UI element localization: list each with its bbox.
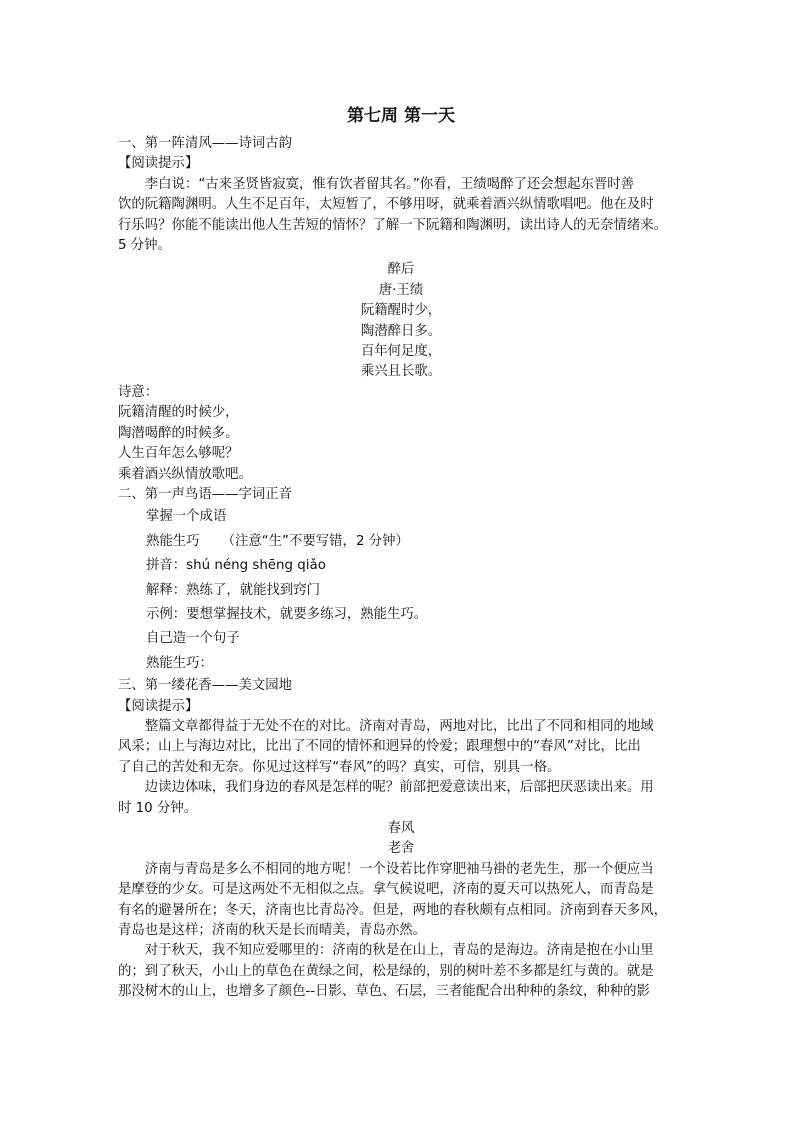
meaning-line: 陶潜喝醉的时候多。 bbox=[118, 425, 239, 441]
poem-author: 唐·王绩 bbox=[378, 282, 424, 298]
article-author: 老舍 bbox=[387, 841, 415, 857]
section-1-tip-line: 饮的阮籍陶渊明。人生不足百年，太短暂了，不够用呀，就乘着酒兴纵情歌唱吧。他在及时 bbox=[118, 197, 654, 213]
article-line: 的；到了秋天，小山上的草色在黄绿之间，松是绿的，别的树叶差不多都是红与黄的。就是 bbox=[118, 963, 654, 979]
make-sentence-answer: 熟能生巧： bbox=[146, 655, 213, 671]
article-title: 春风 bbox=[387, 821, 415, 836]
master-idiom-label: 掌握一个成语 bbox=[146, 509, 227, 525]
idiom-note: （注意“生”不要写错，2 分钟） bbox=[221, 533, 409, 549]
poem-line: 乘兴且长歌。 bbox=[360, 364, 442, 380]
meaning-line: 乘着酒兴纵情放歌吧。 bbox=[118, 466, 252, 482]
section-3-tip-line: 了自己的苦处和无奈。你见过这样写“春风”的吗？真实，可信，别具一格。 bbox=[118, 759, 561, 775]
section-2-heading: 二、第一声鸟语——字词正音 bbox=[118, 486, 293, 502]
section-3-tip-line: 整篇文章都得益于无处不在的对比。济南对青岛，两地对比，比出了不同和相同的地域 bbox=[144, 718, 654, 734]
article-line: 青岛也是这样；济南的秋天是长而晴美，青岛亦然。 bbox=[118, 923, 426, 939]
section-1-heading: 一、第一阵清风——诗词古韵 bbox=[118, 136, 293, 151]
article-line: 是摩登的少女。可是这两处不无相似之点。拿气候说吧，济南的夏天可以热死人，而青岛是 bbox=[118, 882, 654, 898]
section-1-tip-line: 5 分钟。 bbox=[118, 238, 171, 254]
idiom-text: 熟能生巧 bbox=[146, 533, 200, 549]
meaning-label: 诗意： bbox=[118, 384, 159, 400]
article-line: 济南与青岛是多么不相同的地方呢！一个设若比作穿肥袖马褂的老先生，那一个便应当 bbox=[144, 861, 654, 877]
article-line: 对于秋天，我不知应爱哪里的：济南的秋是在山上，青岛的是海边。济南是抱在小山里 bbox=[144, 943, 654, 959]
poem-title: 醉后 bbox=[387, 262, 415, 278]
meaning-line: 阮籍清醒的时候少， bbox=[118, 405, 239, 421]
section-3-heading: 三、第一缕花香——美文园地 bbox=[118, 678, 293, 694]
section-3-tip-line: 时 10 分钟。 bbox=[118, 800, 198, 816]
idiom-pinyin: 拼音：shú néng shēng qiǎo bbox=[146, 558, 326, 574]
section-1-tip-label: 【阅读提示】 bbox=[118, 156, 199, 172]
section-1-tip-line: 李白说：“古来圣贤皆寂寞，惟有饮者留其名。”你看，王绩喝醉了还会想起东晋时善 bbox=[144, 176, 635, 192]
document-page bbox=[118, 104, 684, 1003]
idiom-example: 示例：要想掌握技术，就要多练习，熟能生巧。 bbox=[146, 606, 428, 622]
poem-line: 阮籍醒时少， bbox=[360, 303, 442, 319]
section-3-tip-label: 【阅读提示】 bbox=[118, 698, 199, 714]
poem-line: 百年何足度， bbox=[360, 344, 442, 360]
article-line: 那没树木的山上，也增多了颜色--日影、草色、石层，三者能配合出种种的条纹，种种的影 bbox=[118, 984, 650, 1000]
section-3-tip-line: 边读边体味，我们身边的春风是怎样的呢？前部把爱意读出来，后部把厌恶读出来。用 bbox=[144, 780, 654, 796]
section-1-tip-line: 行乐吗？你能不能读出他人生苦短的情怀？了解一下阮籍和陶渊明，读出诗人的无奈情绪来。 bbox=[118, 217, 668, 233]
idiom-explanation: 解释：熟练了，就能找到窍门 bbox=[146, 582, 321, 598]
meaning-line: 人生百年怎么够呢？ bbox=[118, 446, 239, 462]
page-title: 第七周 第一天 bbox=[347, 106, 455, 126]
article-line: 有名的避暑所在；冬天，济南也比青岛冷。但是，两地的春秋颇有点相同。济南到春天多风， bbox=[118, 902, 668, 918]
section-3-tip-line: 风采；山上与海边对比，比出了不同的情怀和迥异的怜爱；跟理想中的“春风”对比，比出 bbox=[118, 739, 641, 755]
poem-line: 陶潜醉日多。 bbox=[360, 323, 442, 339]
idiom-row bbox=[118, 530, 684, 554]
make-sentence-prompt: 自己造一个句子 bbox=[146, 631, 240, 647]
